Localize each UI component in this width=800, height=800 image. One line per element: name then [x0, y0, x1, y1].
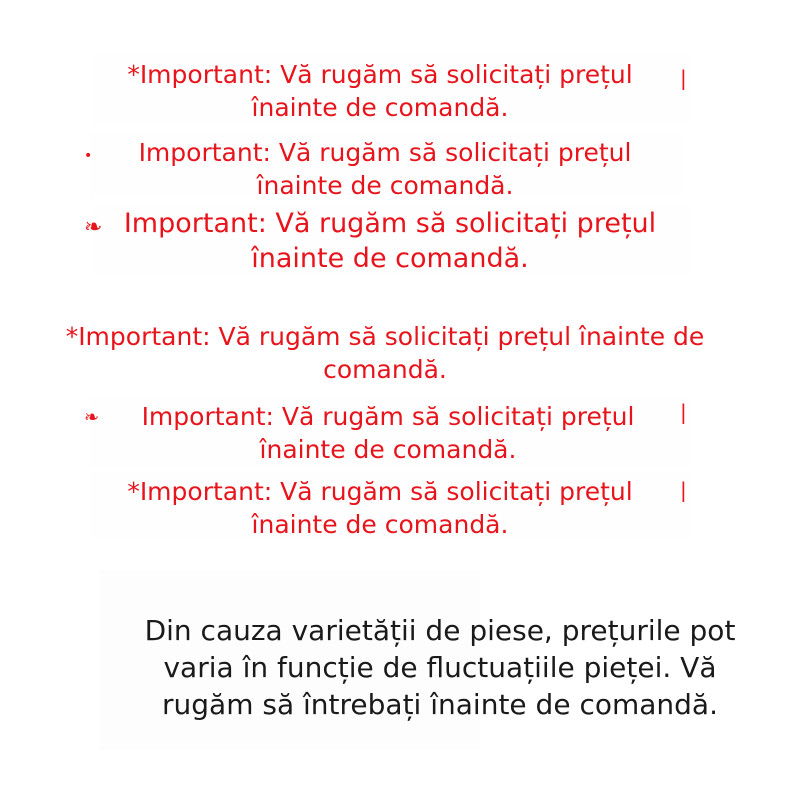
price-fluctuation-note — [120, 612, 760, 723]
notice-6-line-2: înainte de comandă. — [251, 510, 509, 539]
footer-line-2: varia în funcție de fluctuațiile pieței. Vă — [163, 651, 717, 684]
notice-3-line-1: Important: Vă rugăm să solicitați prețul — [123, 208, 657, 239]
notice-3-line-2: înainte de comandă. — [251, 243, 529, 274]
red-fragment-right-3: | — [680, 478, 687, 502]
footer-line-1: Din cauza varietății de piese, prețurile pot — [144, 614, 736, 647]
notice-4-line-1: *Important: Vă rugăm să solicitați prețul înainte de — [65, 322, 705, 351]
notice-4-line-2: comandă. — [323, 355, 447, 384]
red-fragment-left-2: ❧ — [84, 215, 103, 240]
important-notice-2 — [85, 136, 685, 202]
notice-2-line-2: înainte de comandă. — [256, 171, 514, 200]
important-notice-5 — [88, 400, 688, 466]
notice-1-line-1: *Important: Vă rugăm să solicitați prețul — [127, 60, 633, 89]
important-notice-1 — [80, 58, 680, 124]
important-notice-3 — [80, 206, 700, 276]
notice-1-line-2: înainte de comandă. — [251, 93, 509, 122]
important-notice-4 — [20, 320, 750, 386]
red-fragment-left-3: ❧ — [84, 407, 100, 428]
red-fragment-right-2: | — [680, 400, 687, 424]
important-notice-6 — [80, 475, 680, 541]
notice-6-line-1: *Important: Vă rugăm să solicitați prețul — [127, 477, 633, 506]
red-fragment-left-1: • — [84, 148, 93, 164]
notice-2-line-1: Important: Vă rugăm să solicitați prețul — [138, 138, 632, 167]
red-fragment-right-1: | — [680, 66, 687, 90]
notice-5-line-1: Important: Vă rugăm să solicitați prețul — [141, 402, 635, 431]
footer-line-3: rugăm să întrebați înainte de comandă. — [162, 688, 718, 721]
notice-5-line-2: înainte de comandă. — [259, 435, 517, 464]
